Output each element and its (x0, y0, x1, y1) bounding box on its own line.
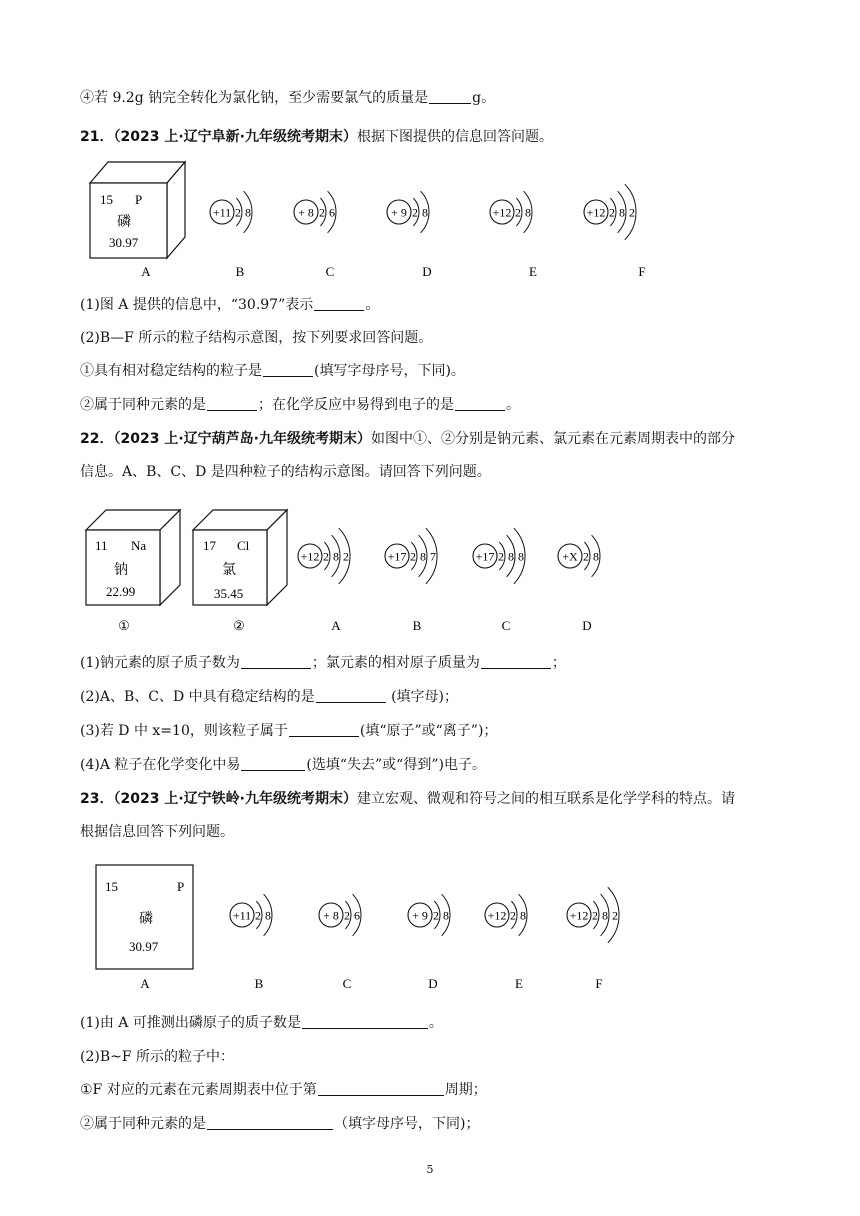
atom-structure-diagram (584, 184, 636, 240)
q22-sub4: (4)A 粒子在化学变化中易 (选填“失去”或“得到”)电子。 (80, 757, 486, 773)
shell-electron-count: 8 (593, 549, 599, 564)
atom-structure-diagram (473, 528, 525, 584)
shell-electron-count: 2 (344, 908, 350, 923)
shell-electron-count: 2 (629, 205, 635, 220)
figure-label: F (638, 264, 646, 279)
atom-structure-diagram (408, 894, 450, 936)
shell-electron-count: 8 (422, 205, 428, 220)
shell-electron-count: 2 (515, 205, 521, 220)
shell-electron-count: 8 (520, 908, 526, 923)
figure-label: ① (118, 618, 130, 633)
atomic-mass: 30.97 (109, 235, 139, 250)
q23-sub2-1: ①F 对应的元素在元素周期表中位于第 周期； (80, 1082, 487, 1098)
shell-electron-count: 2 (612, 908, 618, 923)
atom-structure-diagram (294, 191, 336, 233)
figure-label: B (235, 264, 245, 279)
nuclear-charge: +12 (300, 549, 320, 564)
atom-structure-diagram (210, 191, 252, 233)
q21-stem: 21．（2023 上·辽宁阜新·九年级统考期末）根据下图提供的信息回答问题。 (80, 129, 553, 145)
shell-electron-count: 8 (619, 205, 625, 220)
figure-label: F (595, 976, 603, 991)
q23-sub2-2: ②属于同种元素的是 （填字母序号，下同)； (80, 1116, 480, 1132)
answer-blank[interactable] (455, 396, 505, 411)
answer-blank[interactable] (241, 756, 305, 771)
shell-electron-count: 2 (235, 205, 241, 220)
atomic-mass: 30.97 (129, 939, 159, 954)
figure-label: C (325, 264, 335, 279)
shell-electron-count: 2 (510, 908, 516, 923)
figure-label: D (422, 264, 432, 279)
answer-blank[interactable] (263, 362, 313, 377)
answer-blank[interactable] (318, 1081, 444, 1096)
nuclear-charge: +17 (387, 549, 407, 564)
atomic-mass: 22.99 (106, 584, 136, 599)
nuclear-charge: + 9 (391, 205, 407, 220)
q22-figure (80, 500, 640, 640)
shell-electron-count: 8 (508, 549, 514, 564)
answer-blank[interactable] (302, 1014, 428, 1029)
atom-structure-diagram (230, 894, 272, 936)
nuclear-charge: + 8 (323, 908, 339, 923)
atomic-number: 11 (95, 538, 108, 553)
figure-label: ② (233, 618, 245, 633)
q21-sub2: (2)B—F 所示的粒子结构示意图，按下列要求回答问题。 (80, 330, 433, 346)
figure-label: D (582, 618, 592, 633)
shell-electron-count: 2 (583, 549, 589, 564)
figure-label: A (140, 976, 150, 991)
q22-sub1: (1)钠元素的原子质子数为 ；氯元素的相对原子质量为 ； (80, 655, 566, 671)
figure-label: E (529, 264, 537, 279)
q21-sub1: (1)图 A 提供的信息中，“30.97”表示 。 (80, 297, 380, 313)
figure-label: E (515, 976, 523, 991)
answer-blank[interactable] (289, 722, 359, 737)
q22-sub3: (3)若 D 中 x=10，则该粒子属于 (填“原子”或“离子”)； (80, 723, 498, 739)
atomic-mass: 35.45 (214, 586, 244, 601)
shell-electron-count: 2 (255, 908, 261, 923)
element-cube-chlorine (193, 510, 287, 605)
shell-electron-count: 8 (518, 549, 524, 564)
shell-electron-count: 8 (245, 205, 251, 220)
nuclear-charge: +X (562, 549, 578, 564)
shell-electron-count: 2 (323, 549, 329, 564)
atomic-number: 15 (100, 192, 113, 207)
element-name: 氯 (222, 563, 236, 578)
nuclear-charge: + 9 (412, 908, 428, 923)
atom-structure-diagram (385, 528, 437, 584)
element-symbol: P (135, 192, 143, 207)
atom-structure-diagram (490, 191, 532, 233)
nuclear-charge: +11 (232, 908, 252, 923)
atomic-number: 17 (203, 538, 216, 553)
atom-structure-diagram (485, 894, 527, 936)
element-name: 钠 (114, 563, 128, 578)
shell-electron-count: 2 (498, 549, 504, 564)
nuclear-charge: +11 (212, 205, 232, 220)
page-number: 5 (426, 1163, 434, 1176)
shell-electron-count: 8 (265, 908, 271, 923)
shell-electron-count: 8 (525, 205, 531, 220)
shell-electron-count: 2 (319, 205, 325, 220)
shell-electron-count: 8 (420, 549, 426, 564)
figure-label: D (428, 976, 438, 991)
shell-electron-count: 8 (602, 908, 608, 923)
q22-stem: 22．（2023 上·辽宁葫芦岛·九年级统考期末）如图中①、②分别是钠元素、氯元素在元素周期表中的部分 (80, 431, 735, 447)
element-name: 磷 (117, 215, 131, 230)
answer-blank[interactable] (316, 688, 386, 703)
q22-stem-2: 信息。A、B、C、D 是四种粒子的结构示意图。请回答下列问题。 (80, 464, 491, 480)
nuclear-charge: +12 (492, 205, 512, 220)
shell-electron-count: 8 (443, 908, 449, 923)
figure-label: C (342, 976, 352, 991)
answer-blank[interactable] (241, 654, 311, 669)
figure-label: A (141, 264, 151, 279)
shell-electron-count: 2 (412, 205, 418, 220)
q20-part4: ④若 9.2g 钠完全转化为氯化钠，至少需要氯气的质量是 g。 (80, 90, 496, 106)
figure-label: B (412, 618, 422, 633)
q22-sub2: (2)A、B、C、D 中具有稳定结构的是 (填字母)； (80, 689, 458, 705)
atom-structure-diagram (387, 191, 429, 233)
answer-blank[interactable] (207, 1115, 333, 1130)
q21-sub2-2: ②属于同种元素的是 ；在化学反应中易得到电子的是 。 (80, 397, 520, 413)
shell-electron-count: 2 (410, 549, 416, 564)
q23-sub2: (2)B~F 所示的粒子中： (80, 1049, 235, 1065)
shell-electron-count: 2 (609, 205, 615, 220)
shell-electron-count: 2 (343, 549, 349, 564)
nuclear-charge: +12 (487, 908, 507, 923)
nuclear-charge: + 8 (298, 205, 314, 220)
answer-blank[interactable] (207, 396, 257, 411)
element-name: 磷 (139, 912, 153, 927)
q23-stem: 23．（2023 上·辽宁铁岭·九年级统考期末）建立宏观、微观和符号之间的相互联系是化学学科的特点。请 (80, 791, 735, 807)
shell-electron-count: 2 (592, 908, 598, 923)
atomic-number: 15 (105, 879, 118, 894)
q21-sub2-1: ①具有相对稳定结构的粒子是 (填写字母序号，下同)。 (80, 363, 465, 379)
nuclear-charge: +17 (475, 549, 495, 564)
element-symbol: P (177, 879, 185, 894)
q23-figure (80, 862, 660, 992)
nuclear-charge: +12 (586, 205, 606, 220)
q23-stem-2: 根据信息回答下列问题。 (80, 824, 234, 840)
answer-blank[interactable] (481, 654, 551, 669)
element-cube-sodium (86, 510, 180, 605)
nuclear-charge: +12 (569, 908, 589, 923)
element-cube (90, 162, 185, 258)
figure-label: B (254, 976, 264, 991)
element-symbol: Na (131, 538, 147, 553)
element-symbol: Cl (237, 538, 250, 553)
answer-blank[interactable] (314, 296, 364, 311)
figure-label: A (331, 618, 341, 633)
shell-electron-count: 7 (430, 549, 436, 564)
atom-structure-diagram (298, 528, 350, 584)
shell-electron-count: 6 (329, 205, 335, 220)
atom-structure-diagram (319, 894, 361, 936)
figure-label: C (501, 618, 511, 633)
atom-structure-diagram (558, 535, 600, 577)
element-box (96, 865, 193, 969)
shell-electron-count: 8 (333, 549, 339, 564)
shell-electron-count: 2 (433, 908, 439, 923)
shell-electron-count: 6 (354, 908, 360, 923)
q23-sub1: (1)由 A 可推测出磷原子的质子数是 。 (80, 1015, 443, 1031)
atom-structure-diagram (567, 887, 619, 943)
answer-blank[interactable] (429, 89, 471, 104)
q21-figure (80, 155, 680, 283)
